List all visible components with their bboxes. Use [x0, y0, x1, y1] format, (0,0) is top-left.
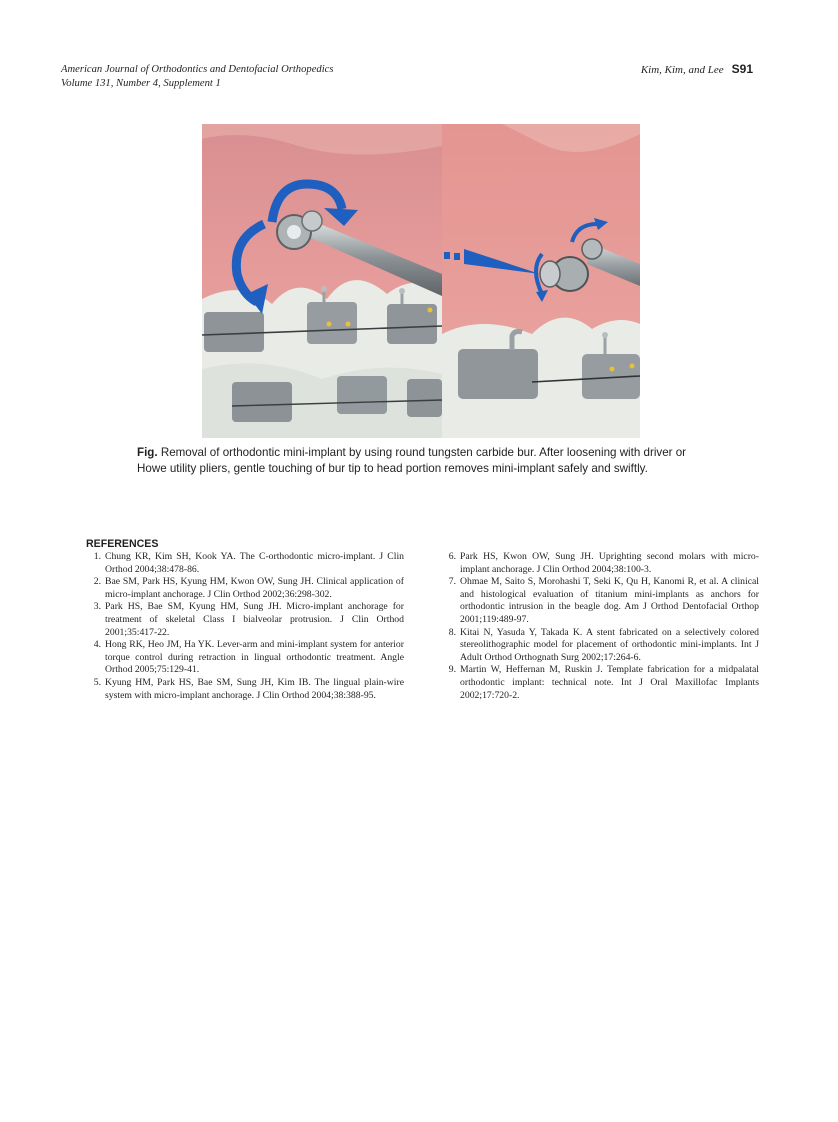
reference-item — [86, 551, 404, 576]
reference-item — [441, 576, 759, 626]
reference-number: 7. — [448, 576, 456, 588]
figure-caption-text: Removal of orthodontic mini-implant by using round tungsten carbide bur. After loosening with driver or Howe utility pliers, gentle touching of bur tip to head portion removes mini-implant safely and swiftly. — [137, 446, 687, 475]
reference-number: 5. — [93, 676, 101, 688]
figure-label: Fig. — [137, 446, 158, 459]
running-head-journal — [61, 63, 333, 91]
dental-photo-left — [202, 124, 442, 438]
reference-text: Martin W, Heffernan M, Ruskin J. Template fabrication for a midpalatal orthodontic implant: technical note. Int J Oral Maxillofac Implants 2002;17:720-2. — [460, 664, 759, 701]
references-right-column — [441, 551, 759, 702]
reference-text: Kyung HM, Park HS, Bae SM, Sung JH, Kim IB. The lingual plain-wire system with micro-implant anchorage. J Clin Orthod 2004;38:388-95. — [105, 676, 404, 701]
reference-number: 3. — [93, 601, 101, 613]
authors: Kim, Kim, and Lee — [640, 64, 724, 76]
reference-item — [441, 664, 759, 702]
reference-item — [441, 551, 759, 576]
reference-text: Park HS, Kwon OW, Sung JH. Uprighting second molars with micro-implant anchorage. J Clin Orthod 2004;38:100-3. — [460, 551, 759, 575]
reference-text: Ohmae M, Saito S, Morohashi T, Seki K, Qu H, Kanomi R, et al. A clinical and histological evaluation of titanium mini-implants as anchors for orthodontic intrusion in the beagle dog. Am J Orthod Dentofacial Orthop 2001;119:489-97. — [460, 576, 759, 625]
figure-left-panel — [202, 124, 442, 438]
reference-number: 8. — [448, 626, 456, 638]
reference-text: Hong RK, Heo JM, Ha YK. Lever-arm and mini-implant system for anterior torque control during retraction in lingual orthodontic treatment. Angle Orthod 2005;75:129-41. — [105, 639, 404, 676]
dental-photo-right — [442, 124, 640, 438]
references-left-column — [86, 551, 404, 702]
reference-item — [86, 576, 404, 601]
page-number: S91 — [731, 62, 753, 76]
reference-item — [86, 677, 404, 702]
reference-text: Park HS, Bae SM, Kyung HM, Sung JH. Micro-implant anchorage for treatment of skeletal Class I bialveolar protrusion. J Clin Orthod 2001;35:417-22. — [105, 601, 404, 638]
reference-number: 6. — [448, 551, 456, 562]
figure-right-panel — [442, 124, 640, 438]
running-head-authors — [641, 61, 753, 78]
reference-item — [441, 627, 759, 665]
reference-number: 1. — [93, 551, 101, 562]
reference-text: Kitai N, Yasuda Y, Takada K. A stent fabricated on a selectively colored stereolithographic model for placement of orthodontic mini-implants. Int J Adult Orthod Orthognath Surg 2002;17:264-6. — [460, 626, 759, 663]
reference-text: Chung KR, Kim SH, Kook YA. The C-orthodontic micro-implant. J Clin Orthod 2004;38:478-86. — [105, 551, 404, 575]
reference-number: 9. — [448, 664, 456, 676]
reference-number: 2. — [93, 576, 101, 588]
reference-text: Bae SM, Park HS, Kyung HM, Kwon OW, Sung JH. Clinical application of micro-implant anchorage. J Clin Orthod 2002;36:298-302. — [105, 576, 404, 600]
reference-item — [86, 601, 404, 639]
reference-item — [86, 639, 404, 677]
reference-number: 4. — [93, 639, 101, 651]
figure-caption — [137, 445, 717, 477]
figure-image — [202, 124, 640, 438]
references-heading: REFERENCES — [86, 538, 159, 550]
journal-volume: Volume 131, Number 4, Supplement 1 — [61, 78, 221, 89]
journal-title: American Journal of Orthodontics and Dentofacial Orthopedics — [61, 64, 334, 75]
